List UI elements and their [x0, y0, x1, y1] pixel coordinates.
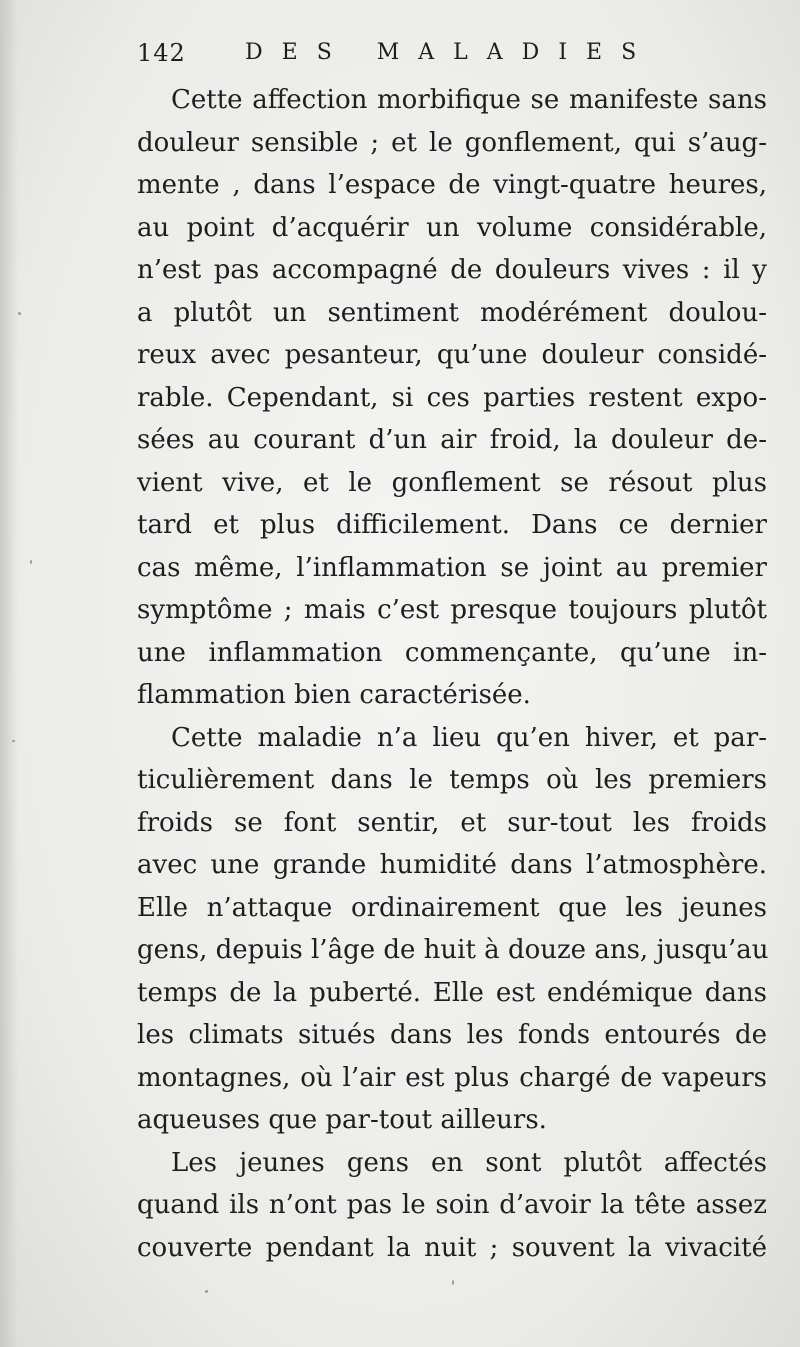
scan-speck	[205, 1290, 208, 1293]
text-line: flammation bien caractérisée.	[137, 680, 531, 710]
text-line: symptôme ; mais c’est presque toujours plutôt	[137, 595, 767, 625]
text-line: ticulièrement dans le temps où les premiers	[137, 765, 767, 795]
body-text	[137, 79, 767, 1269]
text-line: vient vive, et le gonflement se résout plus	[137, 467, 767, 498]
scan-speck	[30, 560, 32, 564]
text-line: rable. Cependant, si ces parties restent expo-	[137, 382, 767, 413]
text-line: mente , dans l’espace de vingt-quatre heures,	[137, 170, 767, 200]
text-line: temps de la puberté. Elle est endémique dans	[137, 977, 767, 1008]
text-line: Les jeunes gens en sont plutôt affectés	[171, 1147, 767, 1178]
text-line: les climats situés dans les fonds entourés de	[137, 1020, 767, 1050]
scan-speck	[18, 312, 21, 315]
text-line: sées au courant d’un air froid, la douleur de-	[137, 425, 767, 455]
scan-speck	[12, 740, 15, 742]
text-line: froids se font sentir, et sur-tout les froids	[137, 807, 767, 838]
running-title: DES MALADIES	[245, 40, 656, 65]
text-line: Cette affection morbifique se manifeste sans	[171, 85, 767, 115]
text-line: cas même, l’inflammation se joint au premier	[137, 552, 767, 583]
text-line: montagnes, où l’air est plus chargé de vapeurs	[137, 1062, 767, 1093]
text-line: a plutôt un sentiment modérément doulou-	[137, 297, 767, 328]
text-line: n’est pas accompagné de douleurs vives : il y	[137, 255, 767, 285]
text-line: gens, depuis l’âge de huit à douze ans, jusqu’au	[137, 935, 769, 965]
text-line: quand ils n’ont pas le soin d’avoir la tête assez	[137, 1190, 767, 1220]
text-line: couverte pendant la nuit ; souvent la vivacité	[137, 1232, 767, 1263]
text-line: tard et plus difficilement. Dans ce dernier	[137, 510, 767, 540]
gutter-shadow	[0, 0, 18, 1347]
scan-speck	[452, 1280, 454, 1285]
text-line: Cette maladie n’a lieu qu’en hiver, et par-	[171, 722, 767, 753]
page-number: 142	[137, 39, 186, 67]
text-line: douleur sensible ; et le gonflement, qui s’aug-	[137, 127, 767, 158]
text-line: au point d’acquérir un volume considérable,	[137, 212, 767, 243]
text-line: une inflammation commençante, qu’une in-	[137, 637, 767, 668]
text-line: Elle n’attaque ordinairement que les jeunes	[137, 892, 767, 923]
running-head	[137, 35, 767, 71]
text-line: reux avec pesanteur, qu’une douleur considé-	[137, 340, 767, 370]
text-line: aqueuses que par-tout ailleurs.	[137, 1105, 547, 1135]
text-line: avec une grande humidité dans l’atmosphère.	[137, 850, 767, 880]
